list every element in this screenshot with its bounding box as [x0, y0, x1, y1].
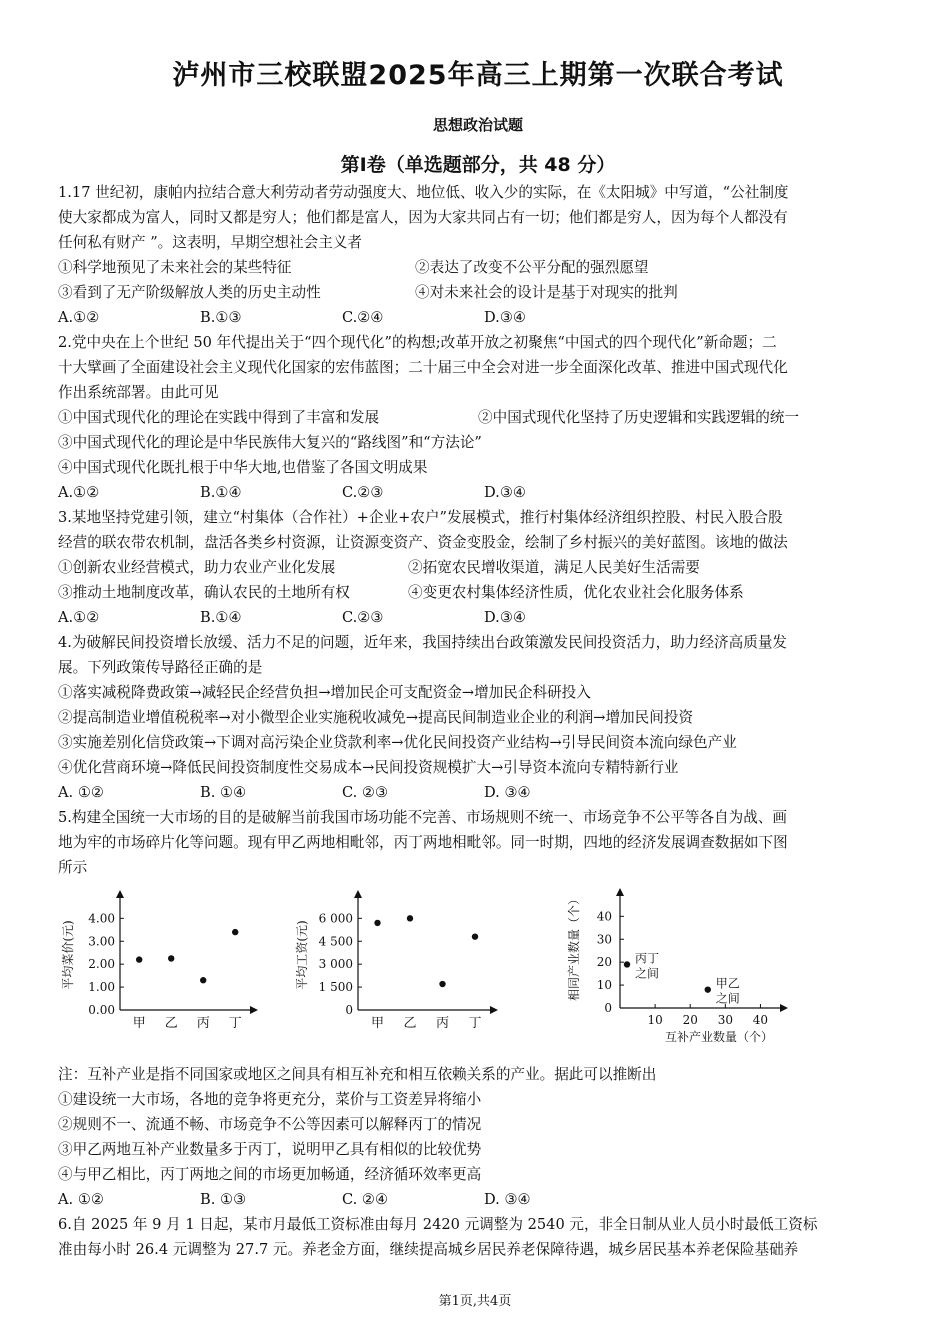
x-tick-label: 30: [717, 1013, 733, 1027]
question-item: ②表达了改变不公平分配的强烈愿望: [415, 259, 649, 276]
y-tick-label: 0: [604, 1001, 612, 1015]
average-wage-chart-svg: [295, 882, 508, 1062]
x-tick-label: 甲: [132, 1016, 146, 1031]
data-point: [407, 915, 413, 921]
question-stem-line: 准由每小时 26.4 元调整为 27.7 元。养老金方面，继续提高城乡居民养老保障待遇，城乡居民基本养老保险基础养: [58, 1241, 799, 1258]
question-stem-line: 所示: [58, 859, 88, 876]
data-point: [439, 981, 445, 987]
question-item: ②提高制造业增值税税率→对小微型企业实施税收减免→提高民间制造业企业的利润→增加民间投资: [58, 709, 694, 726]
question-item: ①中国式现代化的理论在实践中得到了丰富和发展: [58, 409, 380, 426]
question-item: ③中国式现代化的理论是中华民族伟大复兴的“路线图”和“方法论”: [58, 434, 482, 451]
question-stem-line: 1.17 世纪初，康帕内拉结合意大利劳动者劳动强度大、地位低、收入少的实际，在《太阳城》中写道，“公社制度: [58, 184, 789, 201]
y-axis-title: 相同产业数量（个）: [567, 892, 581, 1002]
data-point: [168, 955, 174, 961]
x-axis-arrow: [780, 1004, 788, 1012]
y-tick-label: 10: [596, 978, 612, 993]
x-axis-arrow: [490, 1006, 498, 1014]
answer-choice: C.②③: [342, 609, 384, 626]
question-item: ②中国式现代化坚持了历史逻辑和实践逻辑的统一: [478, 409, 800, 426]
question-stem-line: 十大擘画了全面建设社会主义现代化国家的宏伟蓝图；二十届三中全会对进一步全面深化改革、推进中国式现代化: [58, 359, 788, 376]
x-axis-title: 互补产业数量（个）: [664, 1030, 774, 1044]
answer-choices: [58, 780, 898, 805]
question-1: [58, 180, 898, 330]
question-stem-line: 2.党中央在上个世纪 50 年代提出关于“四个现代化”的构想;改革开放之初聚焦“中国式的四个现代化”新命题；二: [58, 334, 777, 351]
x-tick-label: 丙: [196, 1016, 210, 1031]
answer-choices: [58, 605, 898, 630]
question-2: [58, 330, 898, 505]
question-item: ①创新农业经营模式，助力农业产业化发展: [58, 559, 336, 576]
average-wage-chart: [295, 882, 508, 1066]
question-item: ①落实减税降费政策→减轻民企经营负担→增加民企可支配资金→增加民企科研投入: [58, 684, 591, 701]
question-items: [58, 555, 898, 605]
point-label: 之间: [715, 991, 740, 1006]
question-stem-line: 展。下列政策传导路径正确的是: [58, 659, 263, 676]
y-axis-arrow: [354, 890, 362, 898]
question-item: ③实施差别化信贷政策→下调对高污染企业贷款利率→优化民间投资产业结构→引导民间资本流向绿色产业: [58, 734, 737, 751]
x-tick-label: 丁: [228, 1016, 242, 1031]
answer-choice: A.①②: [58, 609, 100, 626]
y-tick-label: 6 000: [318, 911, 353, 926]
question-item: ③推动土地制度改革，确认农民的土地所有权: [58, 584, 350, 601]
y-tick-label: 1 500: [318, 980, 353, 995]
data-point: [232, 929, 238, 935]
x-tick-label: 乙: [403, 1016, 417, 1031]
question-item: ④变更农村集体经济性质，优化农业社会化服务体系: [408, 584, 744, 601]
page-footer: 第1页,共4页: [438, 1294, 512, 1309]
x-tick-label: 40: [752, 1013, 769, 1027]
y-tick-label: 2.00: [88, 957, 115, 972]
answer-choice: A.①②: [58, 309, 100, 326]
data-point: [472, 933, 478, 939]
question-item: ①建设统一大市场，各地的竞争将更充分，菜价与工资差异将缩小: [58, 1091, 482, 1108]
answer-choice: C.②④: [342, 309, 384, 326]
survey-charts: [58, 882, 898, 1062]
question-stem-line: 6.自 2025 年 9 月 1 日起，某市月最低工资标准由每月 2420 元调整为 2540 元，非全日制从业人员小时最低工资标: [58, 1216, 818, 1233]
y-axis-arrow: [616, 888, 624, 896]
question-stem-line: 4.为破解民间投资增长放缓、活力不足的问题，近年来，我国持续出台政策激发民间投资活力，助力经济高质量发: [58, 634, 788, 651]
question-stem-line: 3.某地坚持党建引领，建立“村集体（合作社）+企业+农户”发展模式，推行村集体经济组织控股、村民入股合股: [58, 509, 783, 526]
answer-choices: [58, 1187, 898, 1212]
y-axis-arrow: [116, 890, 124, 898]
answer-choice: B.①④: [200, 609, 242, 626]
x-tick-label: 丙: [435, 1016, 450, 1031]
answer-choice: C. ②③: [342, 784, 389, 801]
answer-choice: A. ①②: [58, 784, 104, 801]
answer-choice: B. ①④: [200, 784, 247, 801]
industry-count-chart-svg: [558, 882, 818, 1062]
answer-choice: D. ③④: [484, 1191, 531, 1208]
question-stem-line: 使大家都成为富人，同时又都是穷人；他们都是富人，因为大家共同占有一切；他们都是穷人，因为每个人都没有: [58, 209, 788, 226]
question-items: [58, 255, 898, 305]
exam-subtitle: 思想政治试题: [432, 116, 523, 134]
y-tick-label: 30: [596, 932, 612, 947]
question-item: ④对未来社会的设计是基于对现实的批判: [415, 284, 678, 301]
y-tick-label: 0: [345, 1003, 353, 1017]
x-tick-label: 乙: [164, 1016, 178, 1031]
question-items: [58, 405, 898, 430]
point-label: 之间: [635, 966, 660, 981]
data-point: [705, 986, 711, 992]
question-item: ③甲乙两地互补产业数量多于丙丁，说明甲乙具有相似的比较优势: [58, 1141, 482, 1158]
question-4: [58, 630, 898, 805]
question-stem-line: 任何私有财产 ”。这表明，早期空想社会主义者: [58, 234, 362, 251]
y-tick-label: 20: [596, 955, 612, 970]
answer-choices: [58, 305, 898, 330]
x-tick-label: 甲: [370, 1016, 385, 1031]
vegetable-price-chart-svg: [58, 882, 268, 1062]
question-item: ④中国式现代化既扎根于中华大地,也借鉴了各国文明成果: [58, 459, 428, 476]
question-stem-line: 地为牢的市场碎片化等问题。现有甲乙两地相毗邻，丙丁两地相毗邻。同一时期，四地的经济发展调查数据如下图: [58, 834, 788, 851]
question-item: ③看到了无产阶级解放人类的历史主动性: [58, 284, 321, 301]
exam-title: 泸州市三校联盟2025年高三上期第一次联合考试: [172, 60, 784, 91]
vegetable-price-chart: [58, 882, 268, 1066]
point-label: 甲乙: [715, 976, 740, 991]
answer-choice: B.①③: [200, 309, 242, 326]
answer-choice: B.①④: [200, 484, 242, 501]
answer-choice: A. ①②: [58, 1191, 104, 1208]
data-point: [200, 977, 206, 983]
section-heading: 第Ⅰ卷（单选题部分，共 48 分）: [340, 154, 616, 176]
y-tick-label: 0.00: [88, 1003, 115, 1017]
question-3: [58, 505, 898, 630]
question-5: [58, 805, 898, 1212]
answer-choices: [58, 480, 898, 505]
question-item: ②规则不一、流通不畅、市场竞争不公等因素可以解释丙丁的情况: [58, 1116, 482, 1133]
y-tick-label: 4 500: [318, 934, 353, 949]
question-stem-line: 5.构建全国统一大市场的目的是破解当前我国市场功能不完善、市场规则不统一、市场竞争不公平等各自为战、画: [58, 809, 788, 826]
exam-page: [58, 54, 898, 1262]
question-item: ④与甲乙相比，丙丁两地之间的市场更加畅通，经济循环效率更高: [58, 1166, 482, 1183]
y-axis-title: 平均菜价(元): [61, 920, 75, 990]
question-stem-line: 经营的联农带农机制，盘活各类乡村资源，让资源变资产、资金变股金，绘制了乡村振兴的美好蓝图。该地的做法: [58, 534, 788, 551]
answer-choice: C.②③: [342, 484, 384, 501]
y-tick-label: 1.00: [88, 980, 115, 995]
data-point: [624, 961, 630, 967]
question-note: 注：互补产业是指不同国家或地区之间具有相互补充和相互依赖关系的产业。据此可以推断出: [58, 1066, 657, 1083]
answer-choice: C. ②④: [342, 1191, 389, 1208]
data-point: [136, 956, 142, 962]
question-item: ④优化营商环境→降低民间投资制度性交易成本→民间投资规模扩大→引导资本流向专精特新行业: [58, 759, 679, 776]
y-axis-title: 平均工资(元): [295, 920, 309, 990]
question-item: ②拓宽农民增收渠道，满足人民美好生活需要: [408, 559, 700, 576]
y-tick-label: 4.00: [88, 911, 115, 926]
answer-choice: B. ①③: [200, 1191, 247, 1208]
answer-choice: D.③④: [484, 309, 526, 326]
answer-choice: D.③④: [484, 609, 526, 626]
question-stem-line: 作出系统部署。由此可见: [58, 384, 219, 401]
y-tick-label: 3 000: [318, 957, 353, 972]
x-tick-label: 丁: [468, 1016, 482, 1031]
y-tick-label: 3.00: [88, 934, 115, 949]
answer-choice: D. ③④: [484, 784, 531, 801]
x-tick-label: 10: [647, 1013, 663, 1027]
answer-choice: D.③④: [484, 484, 526, 501]
industry-count-chart: [558, 882, 818, 1066]
x-axis-arrow: [250, 1006, 258, 1014]
point-label: 丙丁: [635, 951, 660, 966]
data-point: [374, 920, 380, 926]
question-item: ①科学地预见了未来社会的某些特征: [58, 259, 292, 276]
y-tick-label: 40: [596, 909, 612, 924]
x-tick-label: 20: [682, 1013, 698, 1027]
answer-choice: A.①②: [58, 484, 100, 501]
question-6: [58, 1212, 898, 1262]
